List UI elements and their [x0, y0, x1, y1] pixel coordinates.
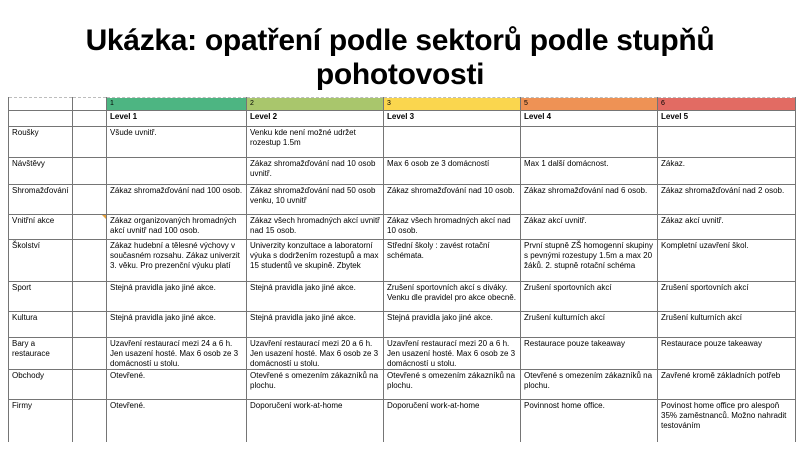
measure-cell — [384, 127, 521, 158]
measures-table — [8, 97, 796, 442]
empty-cell — [73, 158, 107, 185]
sector-label: Roušky — [9, 127, 73, 158]
level-number-cell: 6 — [658, 98, 796, 111]
table-row-sport — [9, 282, 796, 312]
empty-cell — [9, 98, 73, 111]
measure-cell: Zákaz shromažďování nad 100 osob. — [107, 185, 247, 215]
measure-cell: Otevřené s omezením zákazníků na plochu. — [521, 370, 658, 400]
level-label-row — [9, 111, 796, 127]
measure-cell: Restaurace pouze takeaway — [658, 338, 796, 370]
table-row-vnitrni-akce — [9, 215, 796, 240]
measure-cell: Zákaz hudební a tělesné výchovy v současném rozsahu. Zákaz univerzit 3. věku. Pro prezenční výuku platí — [107, 240, 247, 282]
measure-cell: Doporučení work-at-home — [247, 400, 384, 442]
measure-cell: Zrušení kulturních akcí — [521, 312, 658, 338]
measure-cell: Max 1 další domácnost. — [521, 158, 658, 185]
measure-cell: Zrušení sportovních akcí — [521, 282, 658, 312]
measure-cell: Stejná pravidla jako jiné akce. — [384, 312, 521, 338]
measure-cell: Venku kde není možné udržet rozestup 1.5m — [247, 127, 384, 158]
measure-cell: Střední školy : zavést rotační schémata. — [384, 240, 521, 282]
measure-cell: Zákaz akcí uvnitř. — [658, 215, 796, 240]
measure-cell: Otevřené. — [107, 370, 247, 400]
sector-label: Kultura — [9, 312, 73, 338]
measure-cell: Všude uvnitř. — [107, 127, 247, 158]
table-row-skolstvi — [9, 240, 796, 282]
table-row-rousky — [9, 127, 796, 158]
measure-cell: Otevřené. — [107, 400, 247, 442]
table-row-navstevy — [9, 158, 796, 185]
table-row-firmy — [9, 400, 796, 442]
measure-cell: Zákaz organizovaných hromadných akcí uvnitř nad 100 osob. — [107, 215, 247, 240]
measure-cell: Zákaz akcí uvnitř. — [521, 215, 658, 240]
measure-cell: Restaurace pouze takeaway — [521, 338, 658, 370]
measure-cell: Povinnost home office. — [521, 400, 658, 442]
measure-cell: Uzavření restaurací mezi 20 a 6 h. Jen usazení hosté. Max 6 osob ze 3 domácností u stolu. — [247, 338, 384, 370]
measure-cell: Stejná pravidla jako jiné akce. — [247, 282, 384, 312]
empty-cell — [73, 215, 107, 240]
measure-cell: Zrušení sportovních akcí s diváky. Venku dle pravidel pro akce obecně. — [384, 282, 521, 312]
sector-label: Obchody — [9, 370, 73, 400]
measure-cell: Zákaz shromažďování nad 50 osob venku, 10 uvnitř — [247, 185, 384, 215]
empty-cell — [73, 127, 107, 158]
level-label-cell: Level 2 — [247, 111, 384, 127]
sector-label: Firmy — [9, 400, 73, 442]
measure-cell: Uzavření restaurací mezi 24 a 6 h. Jen usazení hosté. Max 6 osob ze 3 domácností u stolu. — [107, 338, 247, 370]
measure-cell: Kompletní uzavření škol. — [658, 240, 796, 282]
measure-cell: Zákaz. — [658, 158, 796, 185]
empty-cell — [73, 185, 107, 215]
empty-cell — [73, 338, 107, 370]
measure-cell: Otevřené s omezením zákazníků na plochu. — [384, 370, 521, 400]
measure-cell: Povinost home office pro alespoň 35% zaměstnanců. Možno nahradit testováním — [658, 400, 796, 442]
table-row-shromazdovani — [9, 185, 796, 215]
empty-cell — [73, 312, 107, 338]
level-number-cell: 1 — [107, 98, 247, 111]
measure-cell: Stejná pravidla jako jiné akce. — [247, 312, 384, 338]
table-row-kultura — [9, 312, 796, 338]
measure-cell: Stejná pravidla jako jiné akce. — [107, 282, 247, 312]
measure-cell: Zákaz shromažďování nad 10 osob. — [384, 185, 521, 215]
measure-cell: Zákaz všech hromadných akcí uvnitř nad 15 osob. — [247, 215, 384, 240]
sector-label: Školství — [9, 240, 73, 282]
level-color-row — [9, 98, 796, 111]
measure-cell — [107, 158, 247, 185]
sector-label: Bary a restaurace — [9, 338, 73, 370]
measure-cell: Zavřené kromě základních potřeb — [658, 370, 796, 400]
level-number-cell: 2 — [247, 98, 384, 111]
empty-cell — [73, 370, 107, 400]
empty-cell — [9, 111, 73, 127]
measure-cell: Max 6 osob ze 3 domácností — [384, 158, 521, 185]
sector-label: Návštěvy — [9, 158, 73, 185]
sector-label: Sport — [9, 282, 73, 312]
empty-cell — [73, 111, 107, 127]
measure-cell: Zrušení kulturních akcí — [658, 312, 796, 338]
level-label-cell: Level 3 — [384, 111, 521, 127]
measure-cell: Doporučení work-at-home — [384, 400, 521, 442]
measure-cell — [658, 127, 796, 158]
measure-cell: Stejná pravidla jako jiné akce. — [107, 312, 247, 338]
measure-cell: Zrušení sportovních akcí — [658, 282, 796, 312]
measure-cell: Uzavření restaurací mezi 20 a 6 h. Jen usazení hosté. Max 6 osob ze 3 domácností u stolu. — [384, 338, 521, 370]
level-label-cell: Level 4 — [521, 111, 658, 127]
measure-cell — [521, 127, 658, 158]
empty-cell — [73, 98, 107, 111]
level-label-cell: Level 1 — [107, 111, 247, 127]
level-label-cell: Level 5 — [658, 111, 796, 127]
measure-cell: Zákaz shromažďování nad 6 osob. — [521, 185, 658, 215]
table-row-bary-a-restaurace — [9, 338, 796, 370]
slide-title: Ukázka: opatření podle sektorů podle stupňů pohotovosti — [85, 24, 715, 91]
table-row-obchody — [9, 370, 796, 400]
sector-label: Shromažďování — [9, 185, 73, 215]
measure-cell: Zákaz shromažďování nad 2 osob. — [658, 185, 796, 215]
measure-cell: Otevřené s omezením zákazníků na plochu. — [247, 370, 384, 400]
measure-cell: První stupně ZŠ homogenní skupiny s pevnými rozestupy 1.5m a max 20 žáků. 2. stupně rotační schéma — [521, 240, 658, 282]
level-number-cell: 5 — [521, 98, 658, 111]
empty-cell — [73, 282, 107, 312]
measure-cell: Univerzity konzultace a laboratorní výuka s dodržením rozestupů a max 15 studentů ve skupině. Zbytek — [247, 240, 384, 282]
note-marker-icon — [102, 215, 106, 219]
measure-cell: Zákaz všech hromadných akcí nad 10 osob. — [384, 215, 521, 240]
level-number-cell: 3 — [384, 98, 521, 111]
empty-cell — [73, 240, 107, 282]
sector-label: Vnitřní akce — [9, 215, 73, 240]
measure-cell: Zákaz shromažďování nad 10 osob uvnitř. — [247, 158, 384, 185]
empty-cell — [73, 400, 107, 442]
